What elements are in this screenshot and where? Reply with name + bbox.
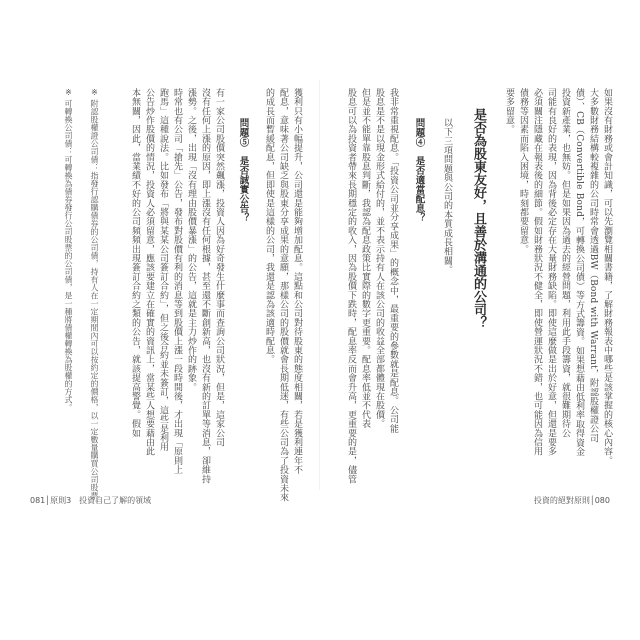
body-column: 的成長而暫緩配息，但即使是這樣的公司，我還是認為該適時配息。 <box>264 88 274 364</box>
right-page-footer: 投資的絕對原則│080 <box>533 496 610 505</box>
body-column: 必須關注隱藏在報表後的細節。假如財務狀況不健全，即使營運狀況不錯，也可能因為信用 <box>532 88 542 456</box>
body-column: 債務等因素而陷入困境，時刻都要留意。 <box>518 88 528 254</box>
body-column: 股息是不是以現金形式給付的，並不表示持有人在該公司的收益全部都體現在股價。 <box>374 88 384 429</box>
section-heading: 是否為股東友好，且善於溝通的公司？ <box>471 108 486 329</box>
body-column: 配息，意味著公司缺乏與股東分享成果的意願，那樣公司的股價就會長期低迷，有些公司為了投資未來 <box>278 88 288 502</box>
footnote: ※ 可轉換公司債：可轉換為債券發行公司股票的公司債，是一種將債權轉換為股權的方式。 <box>64 88 73 412</box>
body-column: 債）、CB（Convertible Bond，可轉換公司債）等方式籌資。如果想藉由低利率取得資金 <box>574 88 584 457</box>
body-column: 漲勢。之後，出現「沒有理由股價暴漲」的公告，這就是主力炒作的跡象。 <box>186 88 196 392</box>
body-column: 投資新產業，也無妨。但是如果因為過去的經營問題，利用此手段籌資，就很難期待公 <box>560 88 570 438</box>
body-column: 如果沒有財務或會計知識，可以先瀏覽相關書籍，了解財務報表中哪些是該掌握的核心內容。 <box>602 88 612 466</box>
body-column: 大多數財務結構較複雜的公司時常會透過BW（Bond with Warrant，附認股權證公司 <box>588 88 598 443</box>
body-column: 要多留意。 <box>504 88 514 134</box>
body-column: 有一家公司股價突然飆漲，投資人因為好奇發生什麼事而查詢公司狀況，但是，這家公司 <box>214 88 224 447</box>
body-column: 獲利只有小幅提升，公司還是能夠增加配息。這點和公司對待股東的態度相關，若是獲利連年不 <box>292 88 302 475</box>
section-intro: 以下三項問題與公司的本質成長相關。 <box>442 118 452 275</box>
body-column: 本無關，因此，當業績不好的公司頻頻出現簽訂合約之類的公告，就該提高警覺。假如 <box>130 88 140 438</box>
body-column: 跑馬」這種說法。比如發布「將與某某公司簽訂合約」，但之後合約並未簽訂，這些是利用 <box>158 88 168 452</box>
body-column: 時常也有公司「搶先」公告，發布對股價有利的消息等到股價上漲一段時間後，才出現「原則上 <box>172 88 182 475</box>
body-column: 司能有良好的表現，因為背後必定存在大量財務缺陷。即使這麼做是出於好意，但還是要多 <box>546 88 556 456</box>
body-column: 沒有任何上漲的原因，即上漲沒有任何根據，甚至還不斷創新高，也沒有新的訂單等消息，卻維持 <box>200 88 210 484</box>
question-4-title: 問題④ 是否適當配息？ <box>413 118 425 223</box>
footnote: ※ 附認股權證公司債：指發行認購債券的公司債，持有人在一定期間內可以按約定的價格，以一定數量購買公司股票。 <box>90 88 99 508</box>
question-5-title: 問題⑤ 是否誠實公告？ <box>237 118 249 223</box>
body-column: 股息可以為投資者帶來長期穩定的收入，因為股價下跌時，配息率反而會升高，更重要的是，儘管 <box>346 88 356 484</box>
body-column: 但是並不能單靠股息判斷，我認為配息政策比實際的數字更重要。配息率低並不代表 <box>360 88 370 429</box>
body-column: 公告炒作股價的情況，投資人必須留意，應該要建立在確實的資訊上，當某些人想要藉由此 <box>144 88 154 456</box>
body-column: 我非常重視配息。「投資公司並分享成果」的概念中，最重要的參數就是配息。公司能 <box>388 88 398 434</box>
left-page-footer: 081│原則3 投資自己了解的領域 <box>30 496 152 505</box>
